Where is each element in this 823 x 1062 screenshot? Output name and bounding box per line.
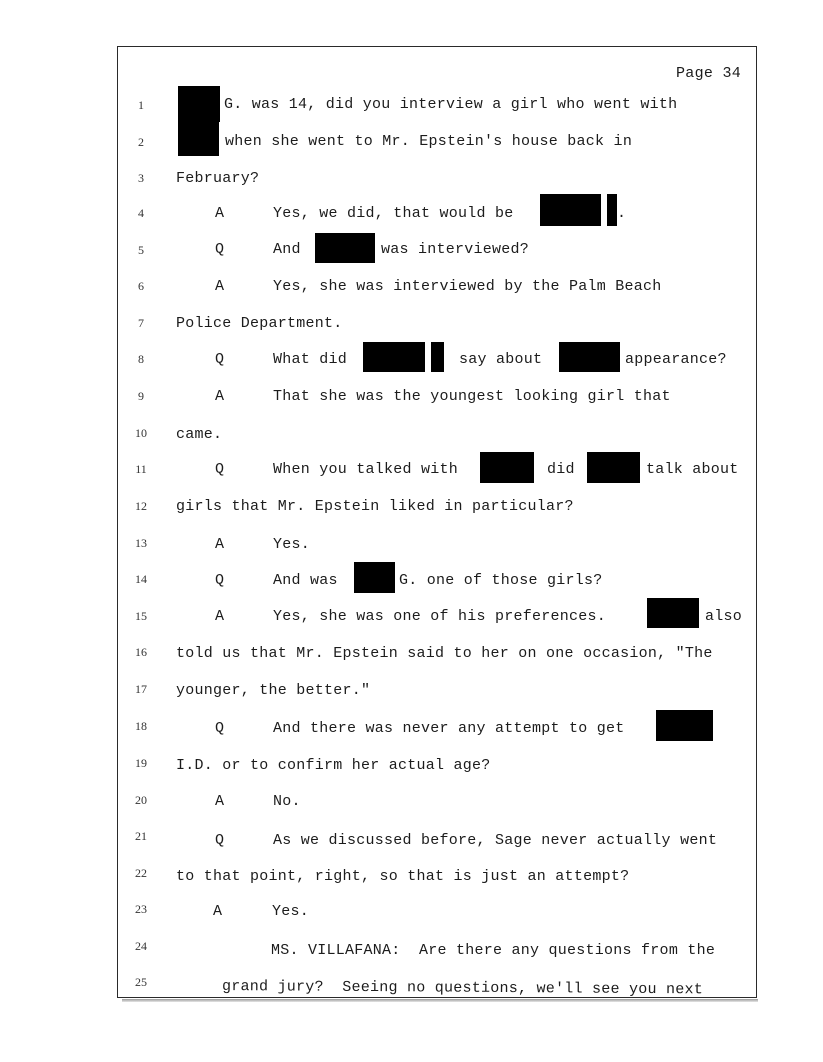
transcript-line: to that point, right, so that is just an attempt? [176, 868, 630, 885]
transcript-line: G. was 14, did you interview a girl who went with [224, 96, 678, 113]
line-number: 12 [135, 499, 147, 513]
redaction-block [178, 122, 219, 156]
line-number: 15 [135, 609, 147, 623]
transcript-line: February? [176, 170, 260, 187]
speaker-label: A [215, 388, 225, 405]
line-number: 16 [135, 645, 147, 659]
transcript-line: grand jury? Seeing no questions, we'll see you next [221, 978, 704, 999]
line-number: 24 [135, 939, 147, 953]
line-number: 25 [135, 975, 147, 989]
redaction-block [607, 194, 617, 226]
speaker-label: A [215, 608, 225, 625]
speaker-label: Q [215, 572, 225, 589]
speaker-label: Q [215, 241, 225, 258]
transcript-line: And there was never any attempt to get [273, 720, 625, 737]
page-number: Page 34 [676, 65, 742, 82]
transcript-line: Yes. [273, 536, 311, 553]
line-number: 10 [135, 426, 147, 440]
line-number: 3 [138, 171, 144, 185]
transcript-line: did [547, 461, 575, 478]
transcript-line: Yes, she was interviewed by the Palm Beach [273, 278, 662, 295]
redaction-block [540, 194, 601, 226]
transcript-line: say about [459, 351, 543, 368]
speaker-label: Q [215, 461, 225, 478]
line-number: 22 [135, 866, 147, 880]
line-number: 4 [138, 206, 144, 220]
redaction-block [315, 233, 375, 263]
transcript-line: . [617, 205, 627, 222]
transcript-line: came. [176, 426, 223, 443]
transcript-line: younger, the better." [176, 682, 371, 699]
redaction-block [587, 452, 640, 483]
transcript-line: MS. VILLAFANA: Are there any questions from the [271, 942, 716, 959]
redaction-block [354, 562, 395, 593]
line-number: 11 [135, 462, 147, 476]
line-number: 8 [138, 352, 144, 366]
line-number: 20 [135, 793, 147, 807]
transcript-line: Yes, we did, that would be [273, 205, 514, 222]
line-number: 1 [138, 98, 144, 112]
transcript-line: G. one of those girls? [399, 572, 603, 589]
speaker-label: A [215, 793, 225, 810]
line-number: 9 [138, 389, 144, 403]
line-number: 2 [138, 135, 144, 149]
line-number: 21 [135, 829, 147, 843]
redaction-block [178, 86, 220, 122]
transcript-line: And was [273, 572, 338, 589]
transcript-line: Yes. [272, 903, 310, 920]
redaction-block [647, 598, 699, 628]
transcript-line: I.D. or to confirm her actual age? [176, 757, 491, 774]
line-number: 5 [138, 243, 144, 257]
redaction-block [431, 342, 444, 372]
transcript-line: when she went to Mr. Epstein's house back in [225, 133, 633, 150]
transcript-line: talk about [646, 461, 739, 478]
transcript-line: appearance? [625, 351, 727, 368]
line-number: 18 [135, 719, 147, 733]
speaker-label: A [213, 903, 223, 920]
transcript-line: Police Department. [176, 315, 343, 332]
speaker-label: Q [215, 832, 225, 849]
line-number: 17 [135, 682, 147, 696]
transcript-line: As we discussed before, Sage never actually went [273, 832, 718, 849]
transcript-line: also [705, 608, 743, 625]
line-number: 13 [135, 536, 147, 550]
line-number: 23 [135, 902, 147, 916]
line-number: 6 [138, 279, 144, 293]
transcript-line: When you talked with [273, 461, 459, 478]
line-number: 19 [135, 756, 147, 770]
transcript-line: No. [273, 793, 301, 810]
speaker-label: A [215, 205, 225, 222]
speaker-label: A [215, 278, 225, 295]
transcript-line: Yes, she was one of his preferences. [273, 608, 607, 625]
speaker-label: Q [215, 720, 225, 737]
transcript-line: And [273, 241, 301, 258]
redaction-block [480, 452, 534, 483]
line-number: 7 [138, 316, 144, 330]
transcript-line: girls that Mr. Epstein liked in particular? [176, 498, 574, 515]
speaker-label: Q [215, 351, 225, 368]
transcript-line: was interviewed? [381, 241, 530, 258]
transcript-line: That she was the youngest looking girl that [273, 388, 671, 405]
line-number: 14 [135, 572, 147, 586]
redaction-block [656, 710, 713, 741]
page-shadow [122, 999, 758, 1002]
redaction-block [363, 342, 425, 372]
transcript-page [117, 46, 757, 998]
speaker-label: A [215, 536, 225, 553]
redaction-block [559, 342, 620, 372]
transcript-line: What did [273, 351, 348, 368]
transcript-line: told us that Mr. Epstein said to her on one occasion, "The [176, 645, 713, 662]
